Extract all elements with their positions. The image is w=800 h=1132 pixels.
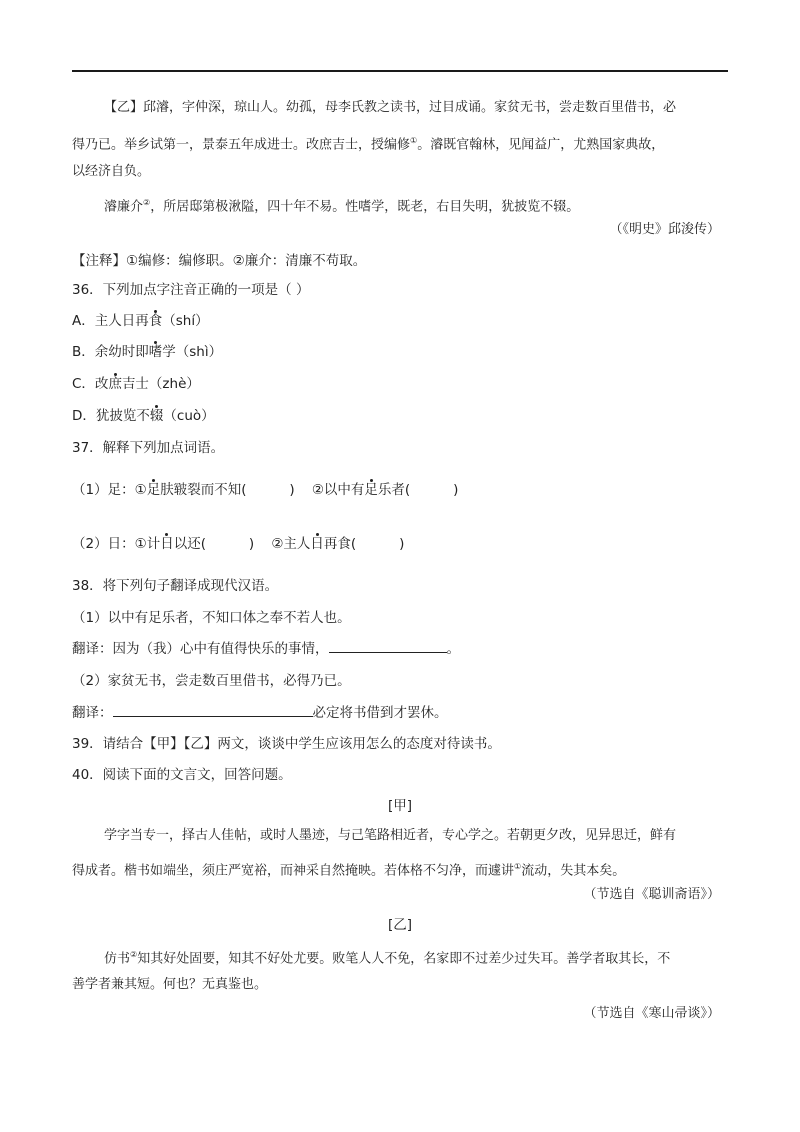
question-38-sentence-2: （2）家贫无书，尝走数百里借书，必得乃已。: [72, 673, 351, 689]
yi-passage-source: （《明史》邱浚传）: [609, 222, 720, 237]
answer-blank[interactable]: [329, 640, 447, 653]
annotation-note: 【注释】①编修：编修职。②廉介：清廉不苟取。: [72, 253, 367, 269]
question-39: 39．请结合【甲】【乙】两文，谈谈中学生应该用怎么的态度对待读书。: [72, 736, 501, 752]
yi2-source: （节选自《寒山帚谈》）: [583, 1006, 720, 1021]
dotted-char: 足: [364, 482, 378, 498]
yi-passage-line-3: 以经济自负。: [72, 164, 151, 179]
question-37-item-1: （1）足：①足肤皲裂而不知( ) ②以中有足乐者( ): [72, 482, 459, 498]
jia-heading: [甲]: [387, 798, 413, 814]
yi2-line-2: 善学者兼其短。何也？无真鉴也。: [72, 977, 268, 992]
footnote-marker: ①: [514, 862, 522, 871]
yi-passage-line-2: 得乃已。举乡试第一，景泰五年成进士。改庶吉士，授编修①。濬既官翰林，见闻益广，尤熟国家典故，: [72, 136, 665, 153]
footnote-marker: ②: [143, 198, 151, 207]
question-40: 40．阅读下面的文言文，回答问题。: [72, 767, 292, 783]
dotted-char: 日: [160, 536, 174, 552]
yi-passage-line-4: 濬廉介②，所居邸第极湫隘，四十年不易。性嗜学，既老，右目失明，犹披览不辍。: [104, 198, 580, 215]
question-38-sentence-1: （1）以中有足乐者，不知口体之奉不若人也。: [72, 610, 351, 626]
jia-line-2: 得成者。楷书如端坐，须庄严宽裕，而神采自然掩映。若体格不匀净，而遽讲①流动，失其本矣。: [72, 862, 626, 879]
jia-source: （节选自《聪训斋语》）: [583, 887, 720, 902]
dotted-char: 日: [310, 536, 324, 552]
yi-passage-line-1: 【乙】邱濬，字仲深，琼山人。幼孤，母李氏教之读书，过目成诵。家贫无书，尝走数百里借书，必: [104, 100, 677, 115]
answer-blank[interactable]: [113, 704, 313, 717]
dotted-char: 食: [148, 313, 163, 329]
footnote-marker: ①: [410, 136, 418, 145]
footnote-marker: ②: [130, 950, 138, 959]
jia-line-1: 学字当专一，择古人佳帖，或时人墨迹，与己笔路相近者，专心学之。若朝更夕改，见异思迁，鲜有: [104, 828, 677, 843]
top-rule: [72, 70, 728, 72]
question-36-stem: 36．下列加点字注音正确的一项是（ ）: [72, 282, 310, 298]
question-38-stem: 38．将下列句子翻译成现代汉语。: [72, 578, 279, 594]
question-38-translation-2: 翻译： 必定将书借到才罢休。: [72, 705, 448, 721]
dotted-char: 庶: [108, 376, 122, 392]
question-37-item-2: （2）日：①计日以还( ) ②主人日再食( ): [72, 536, 405, 552]
dotted-char: 辍: [149, 408, 164, 424]
question-37-stem: 37．解释下列加点词语。: [72, 440, 225, 456]
question-38-translation-1: 翻译：因为（我）心中有值得快乐的事情， 。: [72, 641, 460, 657]
question-36-option-a: A．主人日再食（shí）: [72, 313, 209, 329]
yi2-line-1: 仿书②知其好处固要，知其不好处尤要。败笔人人不免，名家即不过差少过失耳。善学者取其长，不: [104, 950, 671, 967]
dotted-char: 足: [146, 482, 161, 498]
dotted-char: 嗜: [148, 344, 163, 360]
question-36-option-b: B．余幼时即嗜学（shì）: [72, 344, 223, 360]
yi-heading: [乙]: [387, 917, 413, 933]
question-36-option-d: D．犹披览不辍（cuò）: [72, 408, 215, 424]
question-36-option-c: C．改庶吉士（zhè）: [72, 376, 200, 392]
